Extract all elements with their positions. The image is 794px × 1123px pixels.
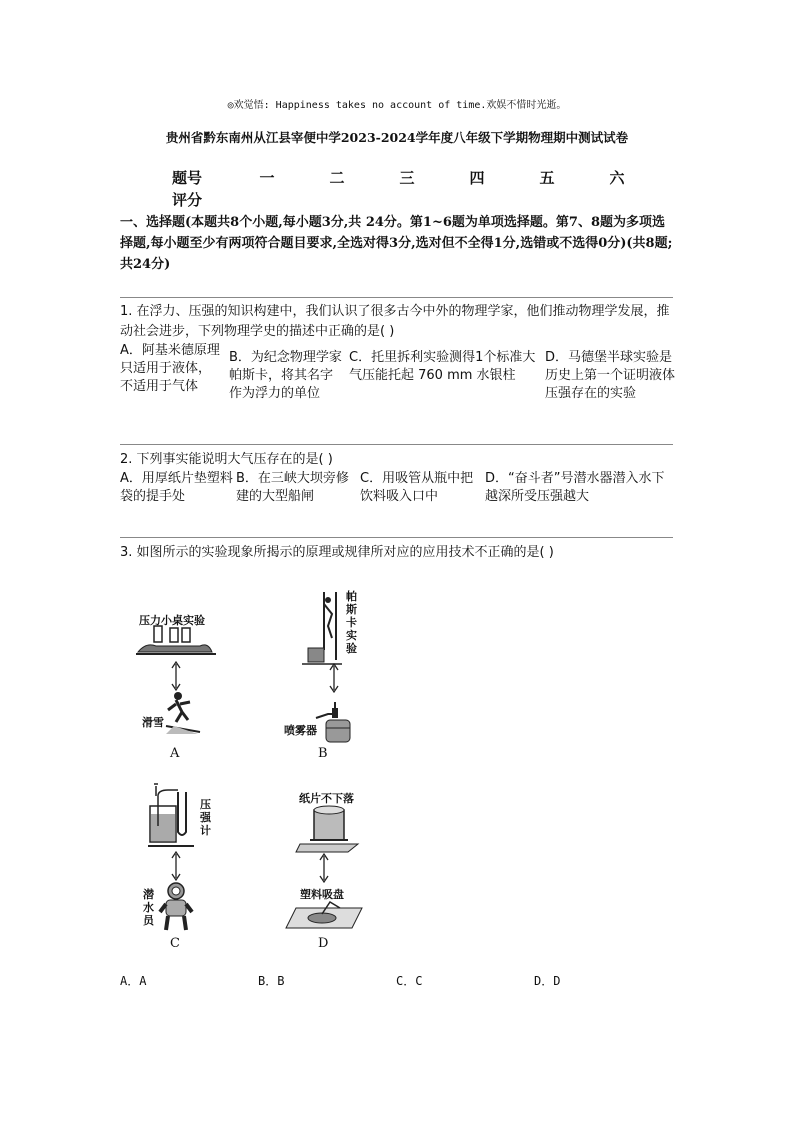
figure-d-bottom-label: 塑料吸盘 (300, 888, 344, 901)
figure-b-top-label: 帕斯卡实验 (346, 590, 357, 655)
section-heading: 一、选择题(本题共8个小题,每小题3分,共 24分。第1~6题为单项选择题。第7、8题为多项选择题,每小题至少有两项符合题目要求,全选对得3分,选对但不全得1分,选错或不选得0分)(共8题;共24分) (120, 215, 673, 272)
motto: ◎欢觉悟: Happiness takes no account of time.欢娱不惜时光逝。 (227, 100, 567, 111)
figure-c-top-label: 压强计 (200, 798, 211, 837)
question-number-label: 题号 (172, 168, 203, 187)
figure-d-top-label: 纸片不下落 (299, 792, 354, 805)
figure-d-letter: D (318, 936, 329, 951)
score-col-4: 四 (469, 168, 485, 187)
figure-b-bottom-label: 喷雾器 (284, 724, 317, 737)
question-1-option-a[interactable]: A．阿基米德原理只适用于液体，不适用于气体 (120, 343, 220, 394)
figure-c-bottom-label: 潜水员 (143, 888, 154, 927)
exam-title: 贵州省黔东南州从江县宰便中学2023-2024学年度八年级下学期物理期中测试试卷 (165, 130, 629, 145)
score-value-row (172, 188, 652, 210)
pressure-gauge-illustration (148, 782, 198, 852)
question-1-option-d[interactable]: D．马德堡半球实验是历史上第一个证明液体压强存在的实验 (545, 350, 676, 401)
score-col-1: 一 (259, 168, 275, 187)
suction-cup-icon (286, 898, 366, 932)
pascal-barrel-illustration (302, 590, 346, 670)
arrow-icon (170, 852, 182, 880)
question-3-option-c[interactable]: C．C (396, 974, 423, 988)
paper-cup-illustration (296, 804, 366, 854)
question-1-option-b[interactable]: B．为纪念物理学家帕斯卡，将其名字作为浮力的单位 (229, 350, 342, 401)
divider (120, 444, 673, 445)
question-2-stem: 2. 下列事实能说明大气压存在的是( ) (120, 452, 333, 467)
figure-c-letter: C (170, 936, 180, 951)
score-header-row (172, 166, 652, 188)
score-label: 评分 (172, 190, 203, 209)
score-col-2: 二 (329, 168, 345, 187)
question-2-option-c[interactable]: C．用吸管从瓶中把饮料吸入口中 (360, 471, 474, 504)
figure-a-letter: A (170, 746, 180, 761)
arrow-icon (328, 664, 340, 692)
score-col-3: 三 (399, 168, 415, 187)
question-2-option-d[interactable]: D．“奋斗者”号潜水器潜入水下越深所受压强越大 (485, 471, 665, 504)
skier-icon (164, 690, 204, 734)
arrow-icon (318, 854, 330, 882)
question-3-option-b[interactable]: B．B (258, 974, 285, 988)
diver-icon (158, 882, 194, 934)
figure-a-bottom-label: 滑雪 (142, 716, 164, 729)
score-table (172, 166, 652, 210)
divider (120, 297, 673, 298)
question-3-option-d[interactable]: D．D (534, 974, 561, 988)
score-col-5: 五 (539, 168, 555, 187)
question-1-option-c[interactable]: C．托里拆利实验测得1个标准大气压能托起 760 mm 水银柱 (349, 350, 536, 383)
score-col-6: 六 (609, 168, 625, 187)
question-3-option-a[interactable]: A．A (120, 974, 147, 988)
question-2-option-a[interactable]: A．用厚纸片垫塑料袋的提手处 (120, 471, 233, 504)
question-1-stem: 1. 在浮力、压强的知识构建中，我们认识了很多古今中外的物理学家，他们推动物理学发展，推动社会进步，下列物理学史的描述中正确的是( ) (120, 304, 670, 339)
question-3-stem: 3. 如图所示的实验现象所揭示的原理或规律所对应的应用技术不正确的是( ) (120, 545, 554, 560)
figure-a-top-label: 压力小桌实验 (139, 614, 205, 627)
question-2-option-b[interactable]: B．在三峡大坝旁修建的大型船闸 (236, 471, 349, 504)
sprayer-icon (314, 700, 358, 744)
figure-b-letter: B (318, 746, 328, 761)
arrow-icon (170, 662, 182, 690)
divider (120, 537, 673, 538)
